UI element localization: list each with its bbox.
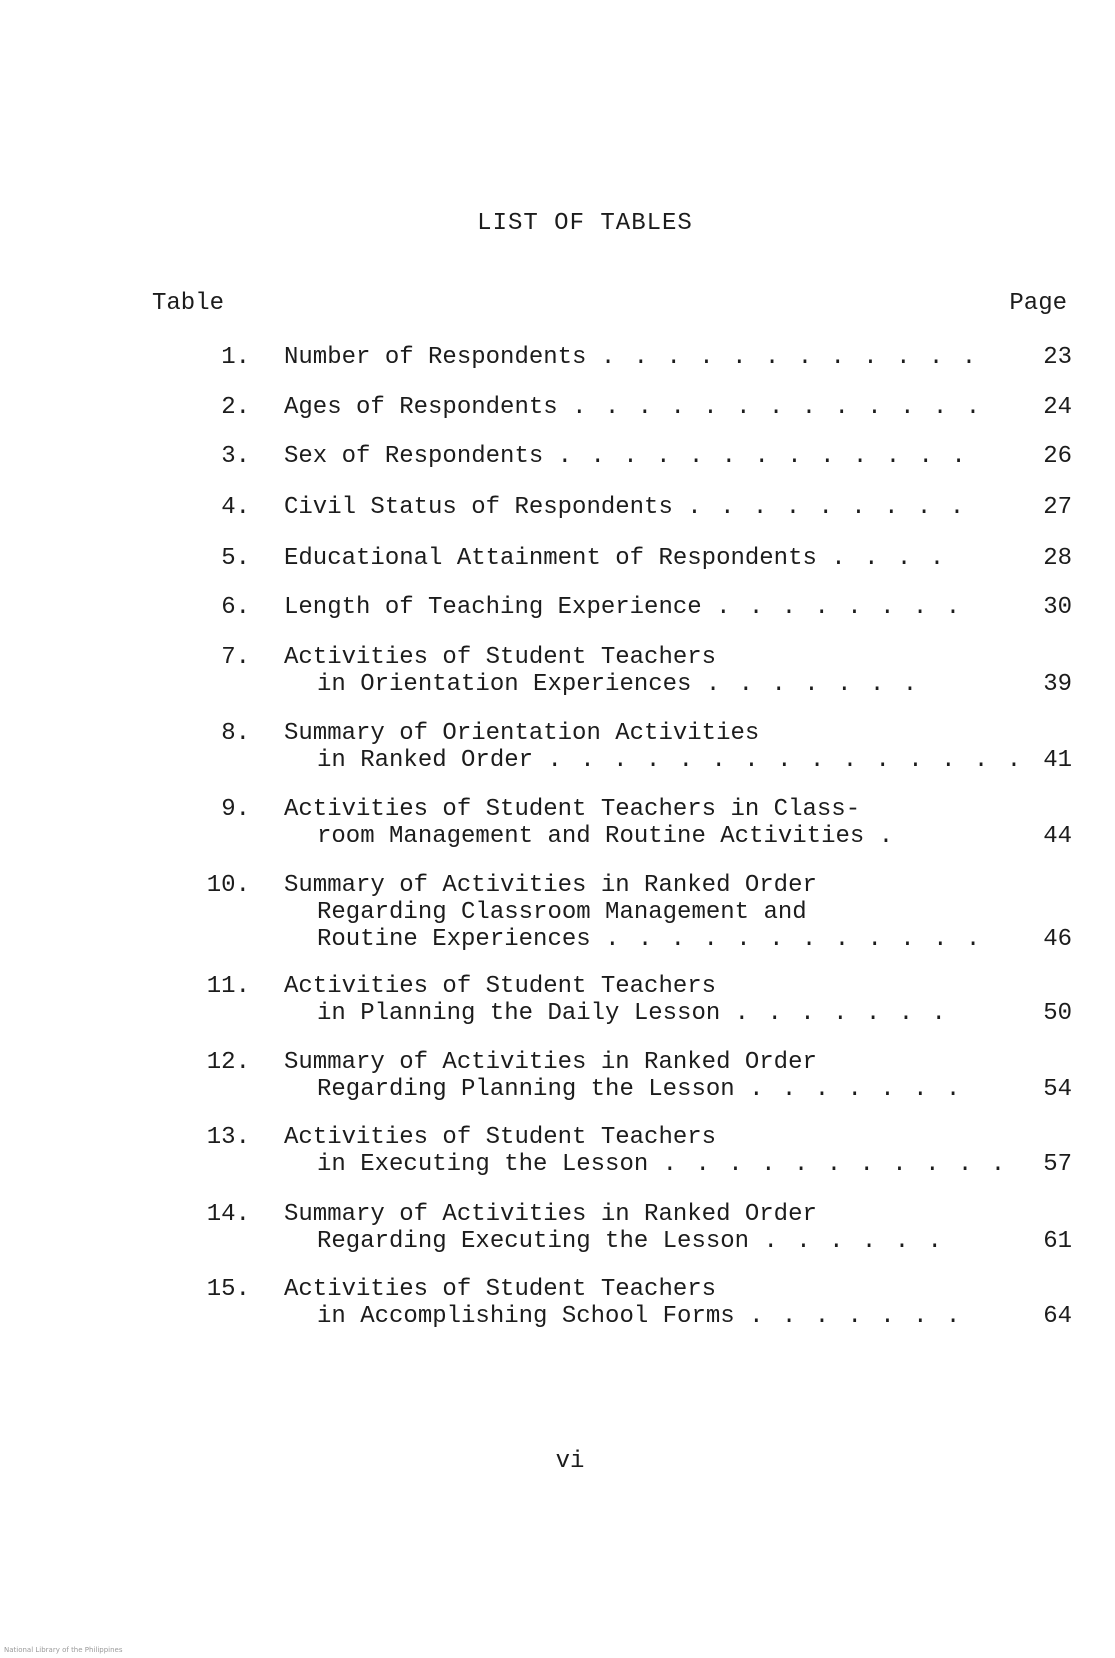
table-number: 2. <box>221 394 250 421</box>
list-item <box>0 545 1115 572</box>
page-ref: 44 <box>1043 823 1072 850</box>
leader-dots: . . . . . . . . . . . . . <box>572 394 983 421</box>
caption-line <box>284 671 984 698</box>
leader-dots: . . . . . . <box>763 1228 944 1255</box>
caption-text: in Accomplishing School Forms <box>317 1303 735 1330</box>
page-ref: 46 <box>1043 926 1072 953</box>
table-number: 12. <box>206 1049 250 1076</box>
table-caption <box>284 344 984 371</box>
leader-dots: . . . . . . . . . . . . . <box>557 443 968 470</box>
list-item <box>0 872 1115 953</box>
caption-text: Activities of Student Teachers in Class- <box>284 796 861 823</box>
table-number: 7. <box>221 644 250 671</box>
caption-text: in Executing the Lesson <box>317 1151 649 1178</box>
page-ref: 61 <box>1043 1228 1072 1255</box>
caption-line <box>284 545 984 572</box>
caption-line <box>284 443 984 470</box>
caption-line <box>284 973 984 1000</box>
page-number: vi <box>555 1448 585 1475</box>
leader-dots: . . . . . . . <box>734 1000 948 1027</box>
list-item <box>0 720 1115 774</box>
page-title: LIST OF TABLES <box>477 210 693 237</box>
caption-text: in Planning the Daily Lesson <box>317 1000 721 1027</box>
leader-dots: . <box>878 823 896 850</box>
caption-line <box>284 1124 984 1151</box>
caption-line <box>284 494 984 521</box>
caption-text: Regarding Executing the Lesson <box>317 1228 750 1255</box>
leader-dots: . . . . . . . . <box>716 594 963 621</box>
table-caption <box>284 1049 984 1103</box>
table-caption <box>284 594 984 621</box>
page-ref: 39 <box>1043 671 1072 698</box>
list-item <box>0 796 1115 850</box>
caption-text: Number of Respondents <box>284 344 587 371</box>
leader-dots: . . . . <box>831 545 947 572</box>
list-item <box>0 394 1115 421</box>
footer-watermark: National Library of the Philippines <box>4 1646 123 1654</box>
table-caption <box>284 720 1024 774</box>
page-ref: 50 <box>1043 1000 1072 1027</box>
list-item <box>0 443 1115 470</box>
caption-line <box>284 394 984 421</box>
list-item <box>0 973 1115 1027</box>
leader-dots: . . . . . . . . . <box>687 494 967 521</box>
page-ref: 57 <box>1043 1151 1072 1178</box>
page-column-header: Page <box>1009 290 1067 317</box>
caption-text: Ages of Respondents <box>284 394 558 421</box>
table-number: 10. <box>206 872 250 899</box>
list-item <box>0 1201 1115 1255</box>
list-item <box>0 344 1115 371</box>
caption-text: Activities of Student Teachers <box>284 1276 717 1303</box>
leader-dots: . . . . . . . . . . . . . . . <box>547 747 1024 774</box>
caption-text: room Management and Routine Activities <box>317 823 865 850</box>
caption-line <box>284 1000 984 1027</box>
page-ref: 41 <box>1043 747 1072 774</box>
caption-line <box>284 899 984 926</box>
caption-line <box>284 1076 984 1103</box>
caption-text: Routine Experiences <box>317 926 591 953</box>
page-ref: 24 <box>1043 394 1072 421</box>
caption-line <box>284 720 984 747</box>
table-caption <box>284 872 984 953</box>
list-item <box>0 1276 1115 1330</box>
leader-dots: . . . . . . . <box>749 1303 963 1330</box>
caption-text: in Ranked Order <box>317 747 534 774</box>
table-number: 5. <box>221 545 250 572</box>
caption-line <box>284 823 984 850</box>
table-number: 13. <box>206 1124 250 1151</box>
table-caption <box>284 1276 984 1330</box>
caption-text: Educational Attainment of Respondents <box>284 545 817 572</box>
caption-text: Sex of Respondents <box>284 443 544 470</box>
page-ref: 54 <box>1043 1076 1072 1103</box>
table-number: 3. <box>221 443 250 470</box>
list-item <box>0 494 1115 521</box>
caption-text: Regarding Planning the Lesson <box>317 1076 735 1103</box>
caption-text: Summary of Activities in Ranked Order <box>284 1049 817 1076</box>
table-caption <box>284 1124 1008 1178</box>
leader-dots: . . . . . . . <box>705 671 920 698</box>
list-item <box>0 1049 1115 1103</box>
table-caption <box>284 494 984 521</box>
leader-dots: . . . . . . . . . . . . <box>600 344 979 371</box>
caption-text: Summary of Activities in Ranked Order <box>284 1201 817 1228</box>
table-caption <box>284 545 984 572</box>
leader-dots: . . . . . . . . . . . . <box>605 926 983 953</box>
page-ref: 27 <box>1043 494 1072 521</box>
caption-line <box>284 1303 984 1330</box>
leader-dots: . . . . . . . <box>749 1076 963 1103</box>
page-ref: 30 <box>1043 594 1072 621</box>
caption-text: Summary of Orientation Activities <box>284 720 760 747</box>
table-number: 11. <box>206 973 250 1000</box>
caption-line <box>284 644 984 671</box>
caption-text: Length of Teaching Experience <box>284 594 702 621</box>
list-item <box>0 594 1115 621</box>
table-caption <box>284 796 984 850</box>
caption-line <box>284 1276 984 1303</box>
caption-line <box>284 1151 1008 1178</box>
caption-text: Activities of Student Teachers <box>284 644 717 671</box>
caption-line <box>284 594 984 621</box>
table-caption <box>284 394 984 421</box>
caption-text: Summary of Activities in Ranked Order <box>284 872 817 899</box>
caption-line <box>284 796 984 823</box>
table-number: 4. <box>221 494 250 521</box>
page-ref: 23 <box>1043 344 1072 371</box>
table-caption <box>284 644 984 698</box>
caption-text: Activities of Student Teachers <box>284 973 717 1000</box>
page-ref: 64 <box>1043 1303 1072 1330</box>
caption-line <box>284 926 984 953</box>
caption-text: in Orientation Experiences <box>317 671 692 698</box>
table-column-header: Table <box>152 290 225 317</box>
caption-text: Regarding Classroom Management and <box>317 899 807 926</box>
table-number: 15. <box>206 1276 250 1303</box>
caption-line <box>284 747 1024 774</box>
caption-line <box>284 1228 984 1255</box>
caption-line <box>284 1201 984 1228</box>
leader-dots: . . . . . . . . . . . <box>662 1151 1008 1178</box>
caption-text: Civil Status of Respondents <box>284 494 673 521</box>
list-item <box>0 644 1115 698</box>
table-number: 6. <box>221 594 250 621</box>
caption-line <box>284 872 984 899</box>
list-item <box>0 1124 1115 1178</box>
caption-text: Activities of Student Teachers <box>284 1124 717 1151</box>
table-number: 14. <box>206 1201 250 1228</box>
table-caption <box>284 443 984 470</box>
page-ref: 26 <box>1043 443 1072 470</box>
table-caption <box>284 1201 984 1255</box>
table-number: 9. <box>221 796 250 823</box>
page-ref: 28 <box>1043 545 1072 572</box>
caption-line <box>284 1049 984 1076</box>
table-number: 1. <box>221 344 250 371</box>
table-number: 8. <box>221 720 250 747</box>
table-caption <box>284 973 984 1027</box>
caption-line <box>284 344 984 371</box>
